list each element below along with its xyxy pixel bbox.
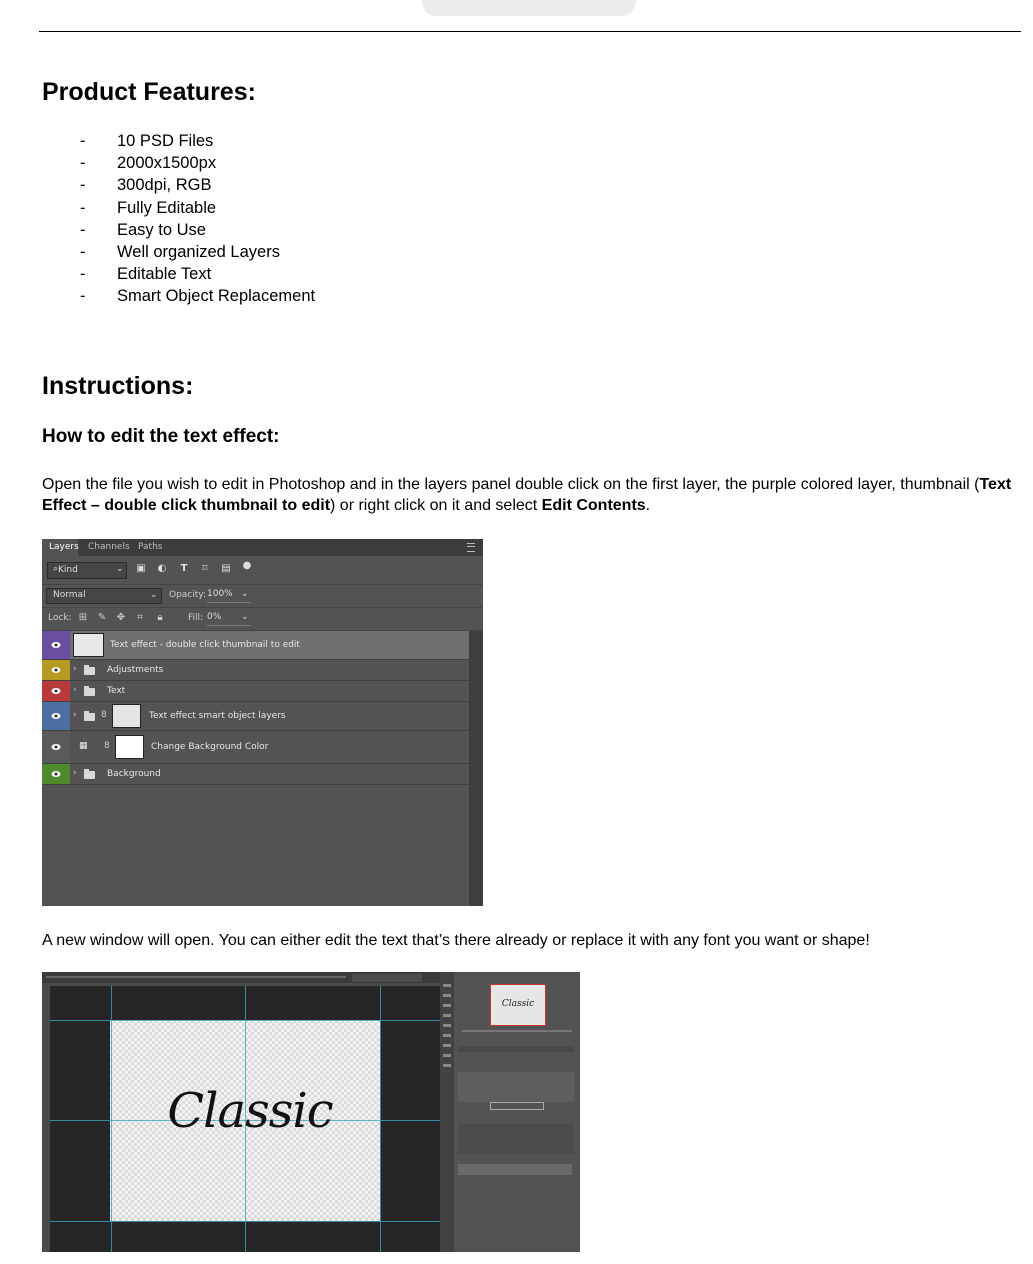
features-heading: Product Features: xyxy=(42,78,256,106)
lock-paint-icon[interactable]: ✎ xyxy=(97,612,107,623)
instructions-paragraph-1: Open the file you wish to edit in Photoshop and in the layers panel double click on the first layer, the purple colored layer, thumbnail (Text Effect – double click thumbnail to edit) or right click on it and select Edit Contents. xyxy=(42,476,1012,514)
chevron-down-icon: ⌄ xyxy=(241,589,249,599)
layers-panel-screenshot xyxy=(42,539,483,906)
dash: - xyxy=(80,154,86,173)
layer-row-text[interactable] xyxy=(42,681,469,702)
folder-icon xyxy=(84,688,95,696)
layer-row-adjustments[interactable] xyxy=(42,660,469,681)
panel-menu-icon[interactable] xyxy=(467,543,475,552)
header-tab-shape xyxy=(422,0,636,16)
layer-row-background-color[interactable] xyxy=(42,731,469,764)
right-panels xyxy=(440,972,580,1252)
filter-row xyxy=(42,556,483,585)
folder-icon xyxy=(84,771,95,779)
layer-name: Text effect - double click thumbnail to edit xyxy=(110,640,300,650)
mask-thumbnail[interactable] xyxy=(115,735,144,759)
vertical-ruler xyxy=(42,983,50,1252)
blend-row xyxy=(42,585,483,608)
navigator-thumbnail[interactable]: Classic xyxy=(490,984,546,1026)
folder-icon xyxy=(84,667,95,675)
shape-filter-icon[interactable]: ⌑ xyxy=(202,563,208,574)
layer-name: Change Background Color xyxy=(151,742,269,752)
lock-all-icon[interactable]: 🔒︎ xyxy=(157,612,163,623)
layer-row-background[interactable] xyxy=(42,764,469,785)
chevron-down-icon: ⌄ xyxy=(241,612,249,622)
chevron-down-icon: ⌄ xyxy=(116,564,124,574)
blend-mode-select[interactable]: Normal ⌄ xyxy=(46,588,162,604)
libraries-search[interactable] xyxy=(458,1046,574,1052)
chevron-right-icon[interactable]: › xyxy=(73,685,77,695)
lock-artboard-icon[interactable]: ⌗ xyxy=(137,612,143,623)
adjustment-filter-icon[interactable]: ◐ xyxy=(157,563,167,574)
instructions-heading: Instructions: xyxy=(42,372,194,400)
visibility-eye-icon[interactable] xyxy=(42,764,70,784)
chain-link-icon[interactable]: 8 xyxy=(101,710,107,720)
active-document-tab[interactable] xyxy=(352,974,422,982)
chevron-right-icon[interactable]: › xyxy=(73,664,77,674)
smart-object-filter-icon[interactable]: ▤ xyxy=(221,563,231,574)
guide-line xyxy=(50,1221,440,1222)
layer-name: Background xyxy=(107,769,161,779)
canvas-text[interactable]: Classic xyxy=(167,1083,333,1139)
guide-line xyxy=(50,1020,440,1021)
adjustment-layer-icon: ▦ xyxy=(79,741,88,751)
lock-label: Lock: xyxy=(48,613,72,623)
layer-row-smart-object-layers[interactable] xyxy=(42,702,469,731)
layers-panel-tabbar xyxy=(42,539,483,556)
zoom-slider[interactable] xyxy=(462,1030,572,1032)
header-rule xyxy=(39,31,1021,32)
feature-text: Fully Editable xyxy=(117,198,217,217)
folder-icon xyxy=(84,713,95,721)
dash: - xyxy=(80,176,86,195)
chain-link-icon[interactable]: 8 xyxy=(104,741,110,751)
chevron-right-icon[interactable]: › xyxy=(73,768,77,778)
mask-thumbnail[interactable] xyxy=(112,704,141,728)
dash: - xyxy=(80,265,86,284)
libraries-message xyxy=(458,1072,574,1102)
workspace-screenshot xyxy=(42,972,580,1252)
tab-channels[interactable]: Channels xyxy=(88,542,130,552)
dash: - xyxy=(80,242,86,261)
chevron-right-icon[interactable]: › xyxy=(73,710,77,720)
dash: - xyxy=(80,132,86,150)
visibility-eye-icon[interactable] xyxy=(42,731,70,763)
feature-text: 2000x1500px xyxy=(117,154,217,173)
instructions-paragraph-2: A new window will open. You can either edit the text that’s there already or replace it with any font you want or shape! xyxy=(42,932,870,949)
panel-icon-column xyxy=(440,972,454,1252)
mini-layer-row[interactable] xyxy=(458,1164,572,1175)
filter-toggle-icon[interactable]: ● xyxy=(242,560,252,571)
pixel-filter-icon[interactable]: ▣ xyxy=(136,563,146,574)
canvas-area[interactable] xyxy=(50,986,440,1252)
smart-object-thumbnail[interactable] xyxy=(73,633,104,657)
feature-text: Editable Text xyxy=(117,265,212,284)
lock-row xyxy=(42,608,483,631)
layer-name: Text effect smart object layers xyxy=(149,711,286,721)
guide-line xyxy=(111,986,112,1252)
tab-paths[interactable]: Paths xyxy=(138,542,163,552)
mini-layers-controls xyxy=(458,1124,574,1154)
feature-text: 10 PSD Files xyxy=(117,132,214,150)
layers-list xyxy=(42,631,483,906)
feature-text: 300dpi, RGB xyxy=(117,176,212,195)
opacity-field[interactable]: 100% ⌄ xyxy=(207,589,251,603)
feature-text: Easy to Use xyxy=(117,220,206,239)
fill-label: Fill: xyxy=(188,613,204,623)
visibility-eye-icon[interactable] xyxy=(42,631,70,659)
feature-text: Well organized Layers xyxy=(117,242,280,261)
lock-transparent-icon[interactable]: ⊞ xyxy=(78,612,88,623)
layer-name: Adjustments xyxy=(107,665,164,675)
visibility-eye-icon[interactable] xyxy=(42,660,70,680)
chevron-down-icon: ⌄ xyxy=(150,590,158,600)
guide-line xyxy=(380,986,381,1252)
libraries-button[interactable] xyxy=(490,1102,544,1110)
instructions-subheading: How to edit the text effect: xyxy=(42,426,280,447)
opacity-label: Opacity: xyxy=(169,590,206,600)
lock-position-icon[interactable]: ✥ xyxy=(116,612,126,623)
layer-name: Text xyxy=(107,686,126,696)
visibility-eye-icon[interactable] xyxy=(42,702,70,730)
type-filter-icon[interactable]: T xyxy=(180,563,188,574)
dash: - xyxy=(80,220,86,239)
tab-layers[interactable]: Layers xyxy=(49,542,79,552)
feature-text: Smart Object Replacement xyxy=(117,287,316,306)
dash: - xyxy=(80,287,86,306)
layers-scrollbar[interactable] xyxy=(469,631,483,906)
dash: - xyxy=(80,198,86,217)
kind-filter-select[interactable]: ⌕ Kind ⌄ xyxy=(47,562,127,579)
fill-field[interactable]: 0% ⌄ xyxy=(207,612,251,626)
visibility-eye-icon[interactable] xyxy=(42,681,70,701)
layer-row-text-effect[interactable] xyxy=(42,631,469,660)
